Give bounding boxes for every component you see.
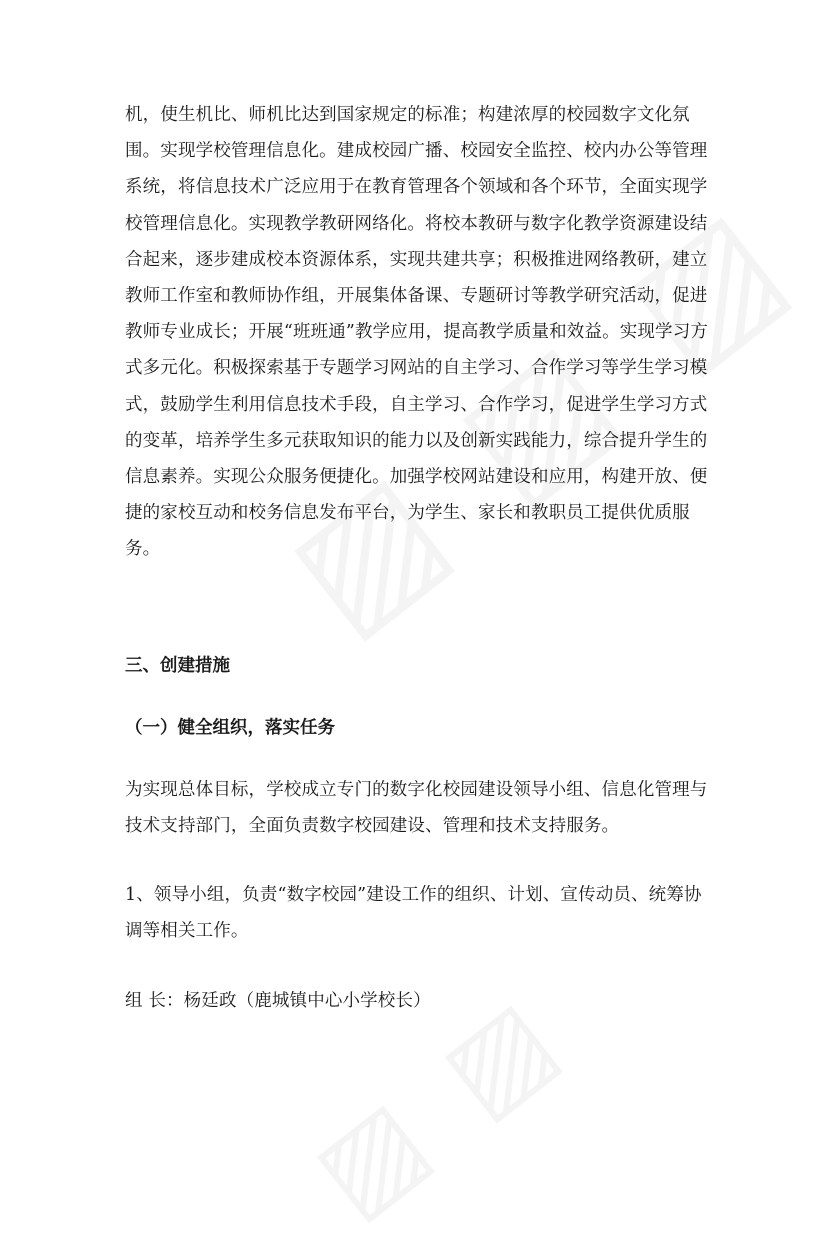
- section-heading: 三、创建措施: [125, 656, 230, 676]
- paragraph-goals: 机，使生机比、师机比达到国家规定的标准；构建浓厚的校园数字文化氛围。实现学校管理信息化。建成校园广播、校园安全监控、校内办公等管理系统，将信息技术广泛应用于在教育管理各个领域和各个环节，全面实现学校管理信息化。实现教学教研网络化。将校本教研与数字化教学资源建设结合起来，逐步建成校本资源体系，实现共建共享；积极推进网络教研，建立教师工作室和教师协作组，开展集体备课、专题研讨等教学研究活动，促进教师专业成长；开展“班班通”教学应用，提高教学质量和效益。实现学习方式多元化。积极探索基于专题学习网站的自主学习、合作学习等学生学习模式，鼓励学生利用信息技术手段，自主学习、合作学习，促进学生学习方式的变革，培养学生多元获取知识的能力以及创新实践能力，综合提升学生的信息素养。实现公众服务便捷化。加强学校网站建设和应用，构建开放、便捷的家校互动和校务信息发布平台，为学生、家长和教职员工提供优质服务。: [125, 105, 708, 560]
- subsection-heading: （一）健全组织，落实任务: [125, 718, 335, 738]
- paragraph-organization: 为实现总体目标，学校成立专门的数字化校园建设领导小组、信息化管理与技术支持部门，全面负责数字校园建设、管理和技术支持服务。: [125, 780, 708, 837]
- paragraph-leadership-group: 1、领导小组，负责“数字校园”建设工作的组织、计划、宣传动员、统筹协调等相关工作。: [125, 885, 702, 942]
- paragraph-group-leader: 组 长：杨廷政（鹿城镇中心小学校长）: [125, 991, 431, 1011]
